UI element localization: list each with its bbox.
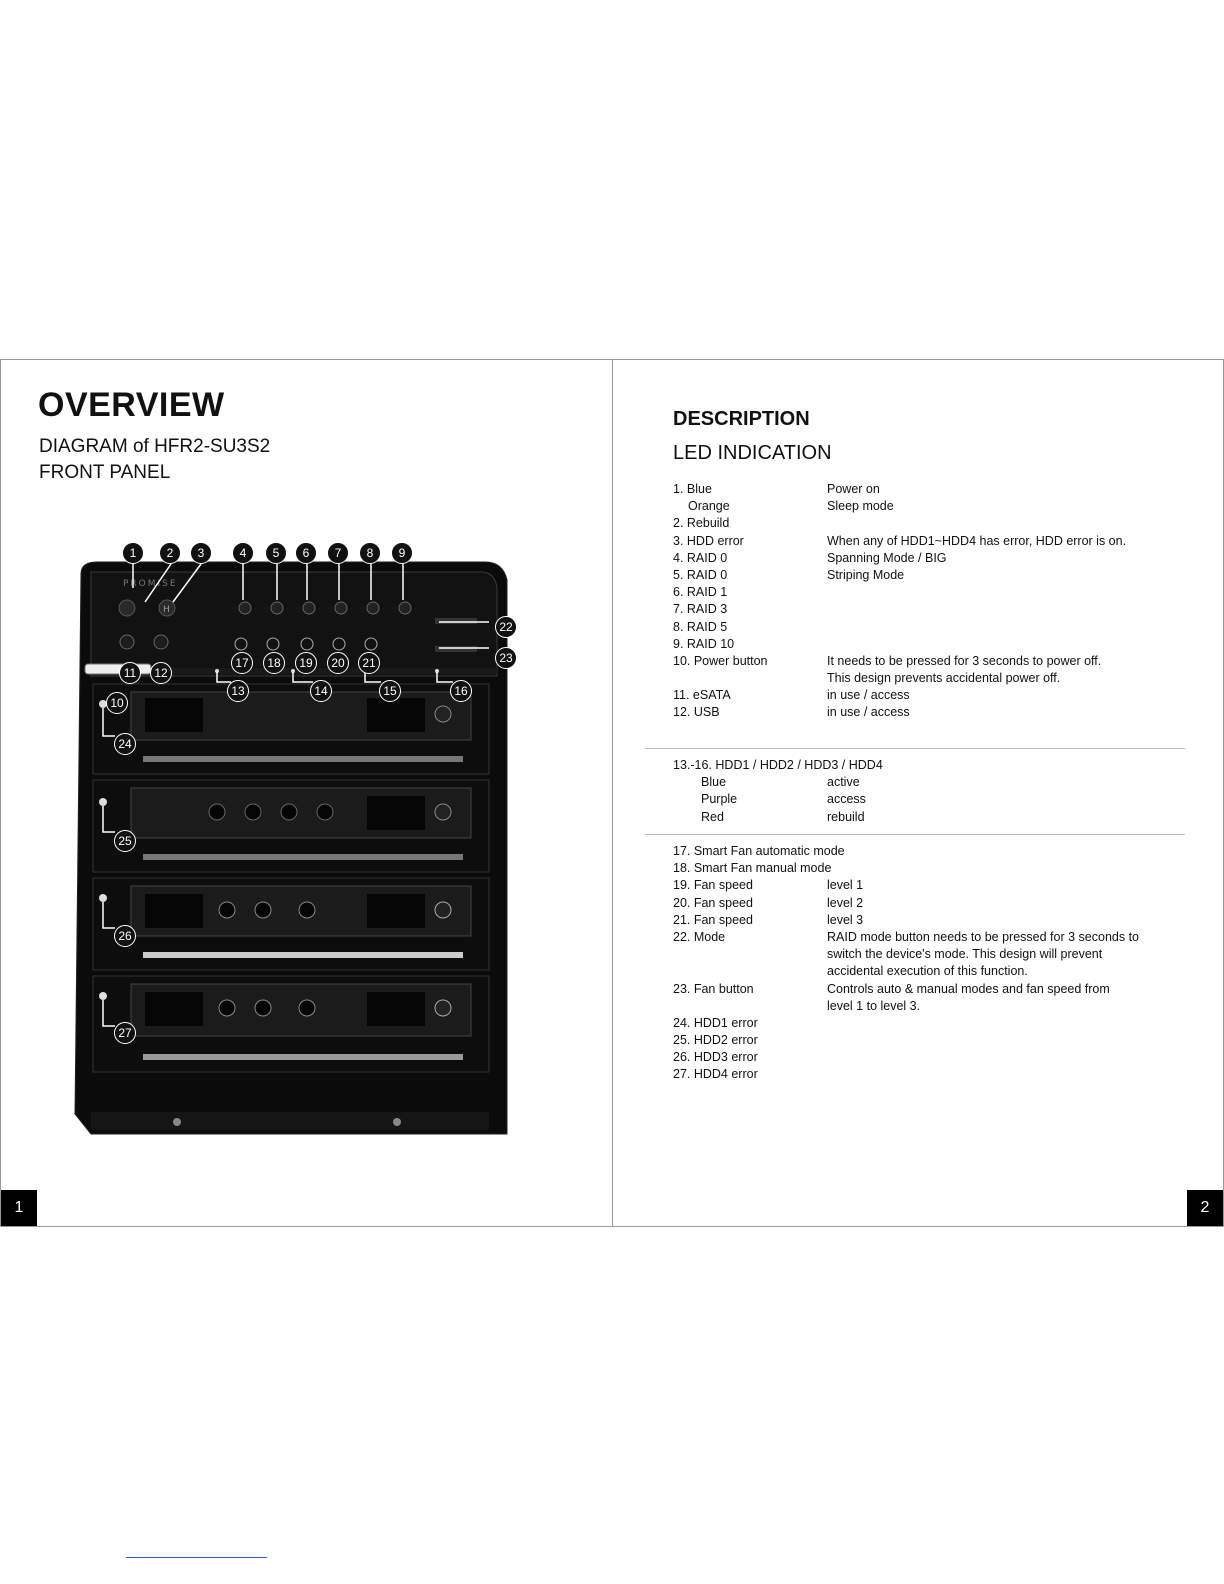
- drive-tray-4: [93, 976, 489, 1072]
- led-label: 23. Fan button: [673, 981, 754, 996]
- led-label: 8. RAID 5: [673, 619, 728, 634]
- footer-link-line: [126, 1557, 267, 1558]
- led-description: level 2: [827, 895, 864, 910]
- led-label: 26. HDD3 error: [673, 1050, 758, 1065]
- fan-button: [435, 646, 477, 652]
- led-label: 7. RAID 3: [673, 602, 728, 617]
- led-description: in use / access: [827, 705, 910, 720]
- callout-number: 7: [327, 542, 349, 564]
- led-label: 3. HDD error: [673, 533, 744, 548]
- led-description: switch the device's mode. This design will prevent: [827, 947, 1103, 962]
- callout-number: 21: [358, 652, 380, 674]
- callout-number: 23: [495, 647, 517, 669]
- raid0-big-icon: [239, 602, 251, 614]
- callout-number: 18: [263, 652, 285, 674]
- led-label: 25. HDD2 error: [673, 1033, 758, 1048]
- callout-number: 13: [227, 680, 249, 702]
- callout-number: 1: [122, 542, 144, 564]
- led-label: Red: [701, 809, 724, 824]
- callout-number: 5: [265, 542, 287, 564]
- led-label: 18. Smart Fan manual mode: [673, 861, 832, 876]
- callout-number: 12: [150, 662, 172, 684]
- screw-icon: [393, 1118, 401, 1126]
- led-label: 2. Rebuild: [673, 516, 730, 531]
- led-description: Spanning Mode / BIG: [827, 550, 947, 565]
- led-description: access: [827, 792, 866, 807]
- esata-icon: [120, 635, 134, 649]
- callout-number: 27: [114, 1022, 136, 1044]
- led-description: RAID mode button needs to be pressed for 3 seconds to: [827, 929, 1139, 944]
- led-label: Blue: [701, 775, 727, 790]
- callout-number: 20: [327, 652, 349, 674]
- led-label: 19. Fan speed: [673, 878, 753, 893]
- raid5-icon: [367, 602, 379, 614]
- callout-number: 8: [359, 542, 381, 564]
- callout-number: 14: [310, 680, 332, 702]
- front-panel-diagram: [67, 544, 527, 1144]
- callout-number: 15: [379, 680, 401, 702]
- callout-number: 9: [391, 542, 413, 564]
- led-description: When any of HDD1~HDD4 has error, HDD error is on.: [827, 533, 1127, 548]
- led-description: active: [827, 775, 860, 790]
- led-label: 22. Mode: [673, 929, 726, 944]
- led-description: Striping Mode: [827, 567, 905, 582]
- led-indication-title: LED INDICATION: [673, 442, 832, 464]
- subtitle-line-1: DIAGRAM of HFR2-SU3S2: [39, 436, 271, 457]
- led-label: 27. HDD4 error: [673, 1067, 758, 1082]
- led-label: 20. Fan speed: [673, 895, 753, 910]
- led-description: This design prevents accidental power off.: [827, 671, 1061, 686]
- led-description: accidental execution of this function.: [827, 964, 1028, 979]
- mode-button: [435, 618, 477, 624]
- right-page: [612, 360, 1224, 1226]
- svg-text:H: H: [163, 605, 170, 615]
- power-button: [85, 664, 151, 674]
- callout-number: 19: [295, 652, 317, 674]
- drive-tray-3: [93, 878, 489, 970]
- led-description: Power on: [827, 482, 880, 496]
- raid0-stripe-icon: [271, 602, 283, 614]
- led-label: 21. Fan speed: [673, 912, 753, 927]
- subtitle-line-2: FRONT PANEL: [39, 462, 171, 483]
- led-label: 12. USB: [673, 705, 720, 720]
- led-description: rebuild: [827, 809, 865, 824]
- callout-number: 16: [450, 680, 472, 702]
- led-description: level 3: [827, 912, 864, 927]
- led-label: Orange: [688, 499, 730, 514]
- callout-number: 2: [159, 542, 181, 564]
- callout-number: 3: [190, 542, 212, 564]
- led-label: 4. RAID 0: [673, 550, 728, 565]
- callout-number: 17: [231, 652, 253, 674]
- led-label: 5. RAID 0: [673, 567, 728, 582]
- led-label: 13.-16. HDD1 / HDD2 / HDD3 / HDD4: [673, 758, 883, 772]
- raid1-icon: [303, 602, 315, 614]
- led-description: Controls auto & manual modes and fan speed from: [827, 981, 1110, 996]
- section-divider: [645, 834, 1185, 835]
- led-label: 10. Power button: [673, 653, 768, 668]
- led-label: 17. Smart Fan automatic mode: [673, 844, 845, 858]
- callout-number: 25: [114, 830, 136, 852]
- led-description: in use / access: [827, 688, 910, 703]
- led-description: It needs to be pressed for 3 seconds to power off.: [827, 653, 1102, 668]
- section-divider: [645, 748, 1185, 749]
- led-label: 1. Blue: [673, 482, 712, 496]
- bezel-bottom: [91, 1112, 489, 1130]
- led-description: level 1 to level 3.: [827, 998, 921, 1013]
- page-number-1: 1: [1, 1190, 37, 1226]
- overview-title: OVERVIEW: [38, 386, 225, 424]
- brand-logo: PROMISE: [123, 579, 178, 589]
- callout-number: 6: [295, 542, 317, 564]
- led-label: 11. eSATA: [673, 688, 731, 703]
- callout-number: 4: [232, 542, 254, 564]
- led-label: Purple: [701, 792, 738, 807]
- callout-number: 22: [495, 616, 517, 638]
- led-description: Sleep mode: [827, 499, 894, 514]
- screw-icon: [173, 1118, 181, 1126]
- diagram-subtitle: [39, 434, 270, 486]
- led-label: 6. RAID 1: [673, 585, 728, 600]
- hdd-led-bar: [157, 668, 497, 674]
- callout-number: 26: [114, 925, 136, 947]
- led-label: 9. RAID 10: [673, 636, 735, 651]
- left-page: [0, 360, 612, 1226]
- page-number-2: 2: [1187, 1190, 1223, 1226]
- drive-tray-2: [93, 780, 489, 872]
- usb-icon: [154, 635, 168, 649]
- raid10-icon: [399, 602, 411, 614]
- raid3-icon: [335, 602, 347, 614]
- led-description: level 1: [827, 878, 864, 893]
- description-title: DESCRIPTION: [673, 408, 810, 430]
- power-led-icon: [119, 600, 135, 616]
- drive-tray-1: [93, 684, 489, 774]
- callout-number: 11: [119, 662, 141, 684]
- callout-number: 24: [114, 733, 136, 755]
- led-label: 24. HDD1 error: [673, 1015, 758, 1030]
- manual-spread: [0, 359, 1224, 1227]
- callout-number: 10: [106, 692, 128, 714]
